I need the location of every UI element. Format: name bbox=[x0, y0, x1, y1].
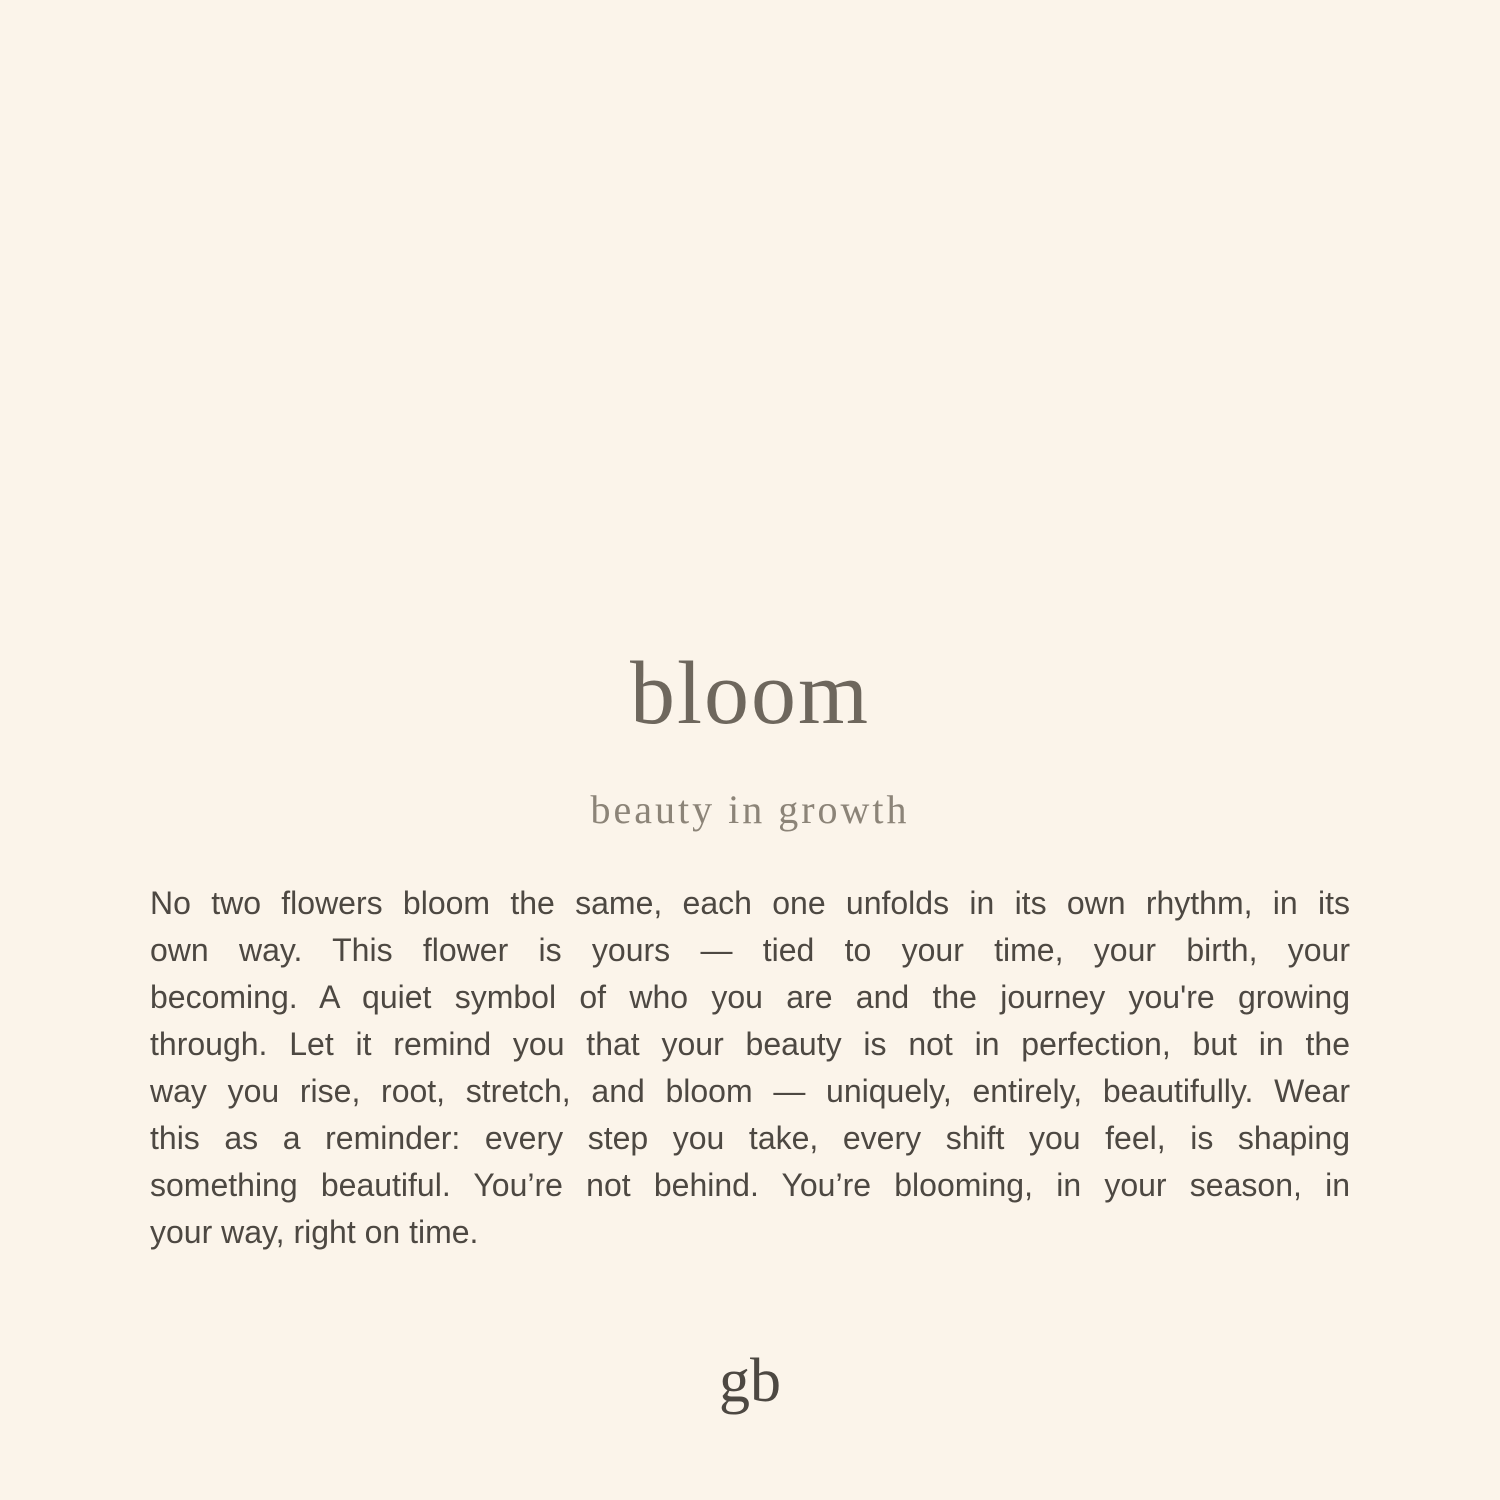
gb-logo: gb bbox=[719, 1347, 781, 1415]
body-paragraph bbox=[150, 880, 1350, 1256]
body-line: own way. This flower is yours — tied to your time, your birth, your bbox=[150, 932, 1350, 968]
body-line: No two flowers bloom the same, each one unfolds in its own rhythm, in its bbox=[150, 885, 1350, 921]
body-line: becoming. A quiet symbol of who you are and the journey you're growing bbox=[150, 979, 1350, 1015]
body-line: something beautiful. You’re not behind. You’re blooming, in your season, in bbox=[150, 1167, 1350, 1203]
subtitle: beauty in growth bbox=[590, 787, 910, 832]
page-title: bloom bbox=[629, 644, 870, 743]
body-line: this as a reminder: every step you take, every shift you feel, is shaping bbox=[150, 1120, 1350, 1156]
body-line: way you rise, root, stretch, and bloom — uniquely, entirely, beautifully. Wear bbox=[150, 1073, 1350, 1109]
body-line: your way, right on time. bbox=[150, 1214, 479, 1250]
body-line: through. Let it remind you that your beauty is not in perfection, but in the bbox=[150, 1026, 1350, 1062]
